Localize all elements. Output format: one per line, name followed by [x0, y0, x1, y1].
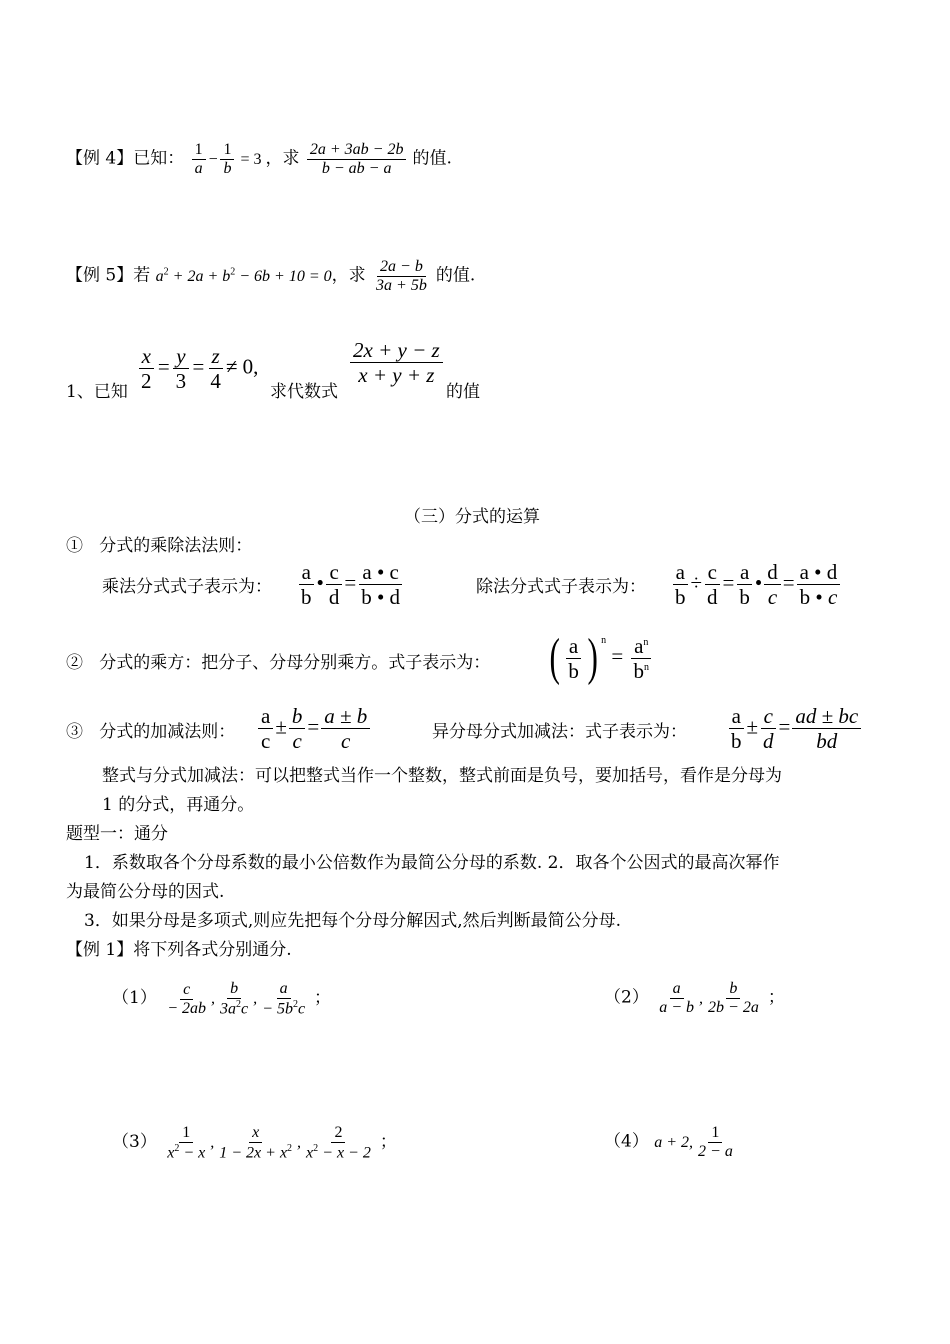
example-4-tag: 【例 4】: [66, 148, 134, 169]
rule-3: [66, 721, 235, 743]
question-1-expression: $\frac{2x + y - z}{x + y + z}$: [348, 338, 445, 387]
item-2-semicolon: ；: [767, 987, 785, 1008]
example-4-known: 已知：: [133, 148, 185, 169]
item-3-expression: $\frac{1}{x^2 - x}$ , $\frac{x}{1 - 2x + x^2}$ , $\frac{2}{x^2 - x - 2}$: [167, 1124, 371, 1162]
rule-3-text: 分式的加减法则：: [99, 722, 236, 742]
item-2-expression: $\frac{a}{a - b}$ , $\frac{b}{2b - 2a}$: [659, 980, 759, 1017]
division-label: 除法分式式子表示为：: [476, 577, 646, 597]
example-5-end: 的值.: [435, 265, 476, 286]
item-3-semicolon: ；: [379, 1132, 397, 1153]
example-4-seek: ，求: [265, 148, 300, 169]
division-formula: $\frac{a}{b}$ ÷ $\frac{c}{d}$ = $\frac{a}{b}$ • $\frac{d}{c}$ = $\frac{a • d}{b • c}$: [670, 560, 842, 609]
example-4: [66, 141, 452, 179]
rule-2: [66, 652, 490, 674]
different-denominator-formula: $\frac{a}{b}$ ± $\frac{c}{d}$ = $\frac{ad \pm bc}{bd}$: [726, 704, 863, 753]
item-1-label: （1）: [112, 988, 157, 1009]
example-5-condition: $a^2 + 2a + b^2 - 6b + 10 = 0$: [155, 266, 332, 285]
question-1-condition: $\frac{x}{2}$ = $\frac{y}{3}$ = $\frac{z}{4}$ ≠ 0,: [136, 344, 258, 393]
rule-1-text: 分式的乘除法法则：: [99, 536, 253, 556]
item-4-expression: a + 2, $\frac{1}{2 - a}$: [654, 1124, 733, 1161]
item-4-label: （4）: [604, 1131, 649, 1152]
multiplication-formula: $\frac{a}{b}$ • $\frac{c}{d}$ = $\frac{a • c}{b • d}$: [296, 560, 405, 609]
multiplication-label: 乘法分式式子表示为：: [102, 577, 272, 597]
example-4-end: 的值.: [412, 148, 452, 169]
example-5-seek: ，求: [331, 265, 366, 286]
item-1: [112, 980, 331, 1019]
rule-2-text: 分式的乘方：把分子、分母分别乘方。式子表示为：: [99, 653, 491, 673]
tip-line-2: 为最简公分母的因式.: [66, 882, 225, 902]
tip-line-3: 3．如果分母是多项式,则应先把每个分母分解因式,然后判断最简公分母.: [84, 911, 622, 931]
question-1-mid: 求代数式: [270, 382, 338, 402]
example-1: [66, 939, 292, 961]
item-3: [112, 1124, 397, 1163]
addition-formula: $\frac{a}{c}$ ± $\frac{b}{c}$ = $\frac{a \pm b}{c}$: [256, 704, 372, 753]
tip-line-1: 1．系数取各个分母系数的最小公倍数作为最简公分母的系数. 2．取各个公因式的最高次幂作: [84, 853, 780, 873]
example-4-condition: $\frac{1}{a}$ − $\frac{1}{b}$ = 3: [190, 151, 266, 168]
example-4-expression: $\frac{2a + 3ab - 2b}{b - ab - a}$: [305, 151, 413, 168]
section-title: （三）分式的运算: [404, 507, 540, 527]
rule-3-marker: ③: [66, 722, 83, 742]
example-1-text: 将下列各式分别通分.: [133, 940, 292, 960]
whole-expression-line-2: 1 的分式，再通分。: [102, 795, 255, 815]
example-1-tag: 【例 1】: [66, 940, 134, 960]
item-2: [604, 980, 785, 1018]
example-5-tag: 【例 5】: [66, 265, 134, 286]
type-heading: 题型一：通分: [66, 824, 168, 844]
item-2-label: （2）: [604, 987, 649, 1008]
item-3-label: （3）: [112, 1132, 157, 1153]
item-1-expression: $\frac{c}{- 2ab}$ , $\frac{b}{3a^2c}$ , $\frac{a}{- 5b^2c}$: [167, 980, 306, 1018]
question-1-prefix: 1、已知: [66, 382, 128, 402]
example-5-if: 若: [133, 265, 151, 286]
whole-expression-line-1: 整式与分式加减法：可以把整式当作一个整数，整式前面是负号，要加括号，看作是分母为: [102, 766, 782, 786]
example-5: [66, 258, 475, 296]
item-1-semicolon: ；: [314, 988, 332, 1009]
question-1-end: 的值: [446, 382, 480, 402]
power-formula: ( $\frac{a}{b}$ ) $^n$ = $\frac{a^n}{b^n}$: [546, 630, 654, 684]
example-5-expression: $\frac{2a - b}{3a + 5b}$: [376, 258, 427, 295]
rule-2-marker: ②: [66, 653, 83, 673]
rule-1-marker: ①: [66, 536, 83, 556]
rule-1: [66, 535, 252, 557]
item-4: [604, 1124, 738, 1162]
different-denominator-label: 异分母分式加减法：式子表示为：: [432, 722, 687, 742]
